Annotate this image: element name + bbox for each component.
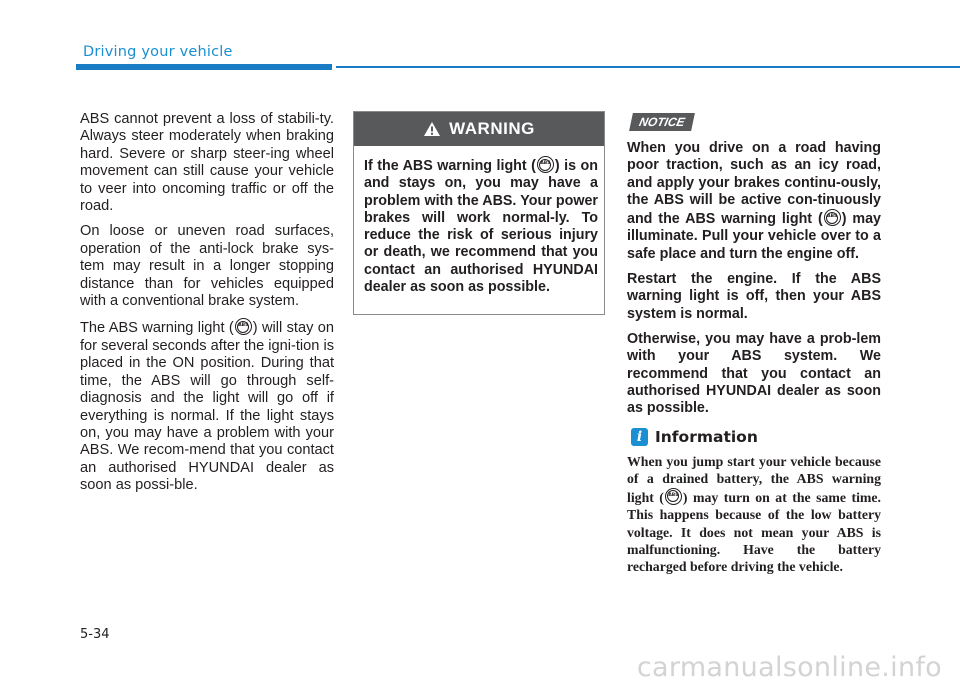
notice-text — [627, 140, 881, 425]
notice-paragraph-icy-road: When you drive on a road having poor traction, such as an icy road, and apply your brakes continu-ously, the ABS will be active con-tinuously and the ABS warning light ( ABS ) may illuminate. Pull your vehicle over to a safe place and turn the engine off. — [627, 140, 881, 262]
warning-triangle-icon — [423, 121, 441, 137]
paragraph-abs-warning-light: The ABS warning light ( ABS ) will stay on for several seconds after the igni-tion is placed in the ON position. During that time, the ABS will go through self-diagnosis and the light will go off if everything is normal. If the light stays on, you may have a problem with your ABS. We recom-mend that you contact an authorised HYUNDAI dealer as soon as possi-ble. — [80, 320, 334, 494]
abs-warning-icon: ABS — [824, 209, 841, 226]
information-text: When you jump start your vehicle because of a drained battery, the ABS warning light ( ABS ) may turn on at the same time. This happens because of the low battery voltage. It does not mean your ABS is malfunctioning. Have the battery recharged before driving the vehicle. — [627, 454, 881, 575]
abs-warning-icon: ABS — [235, 318, 252, 335]
section-title: Driving your vehicle — [83, 44, 233, 60]
information-title: Information — [655, 428, 758, 446]
notice-badge: NOTICE — [629, 113, 695, 131]
abs-warning-icon: ABS — [665, 488, 682, 505]
warning-title: WARNING — [449, 119, 535, 138]
warning-box — [353, 111, 605, 315]
information-header — [631, 427, 758, 447]
notice-paragraph-contact-dealer: Otherwise, you may have a prob-lem with your ABS system. We recommend that you contact an authorised HYUNDAI dealer as soon as possible. — [627, 330, 881, 417]
watermark: carmanualsonline.info — [636, 652, 942, 683]
information-icon: i — [631, 428, 648, 446]
abs-warning-icon: ABS — [537, 156, 554, 173]
header-rule-thin — [336, 66, 960, 68]
header-rule-thick — [76, 64, 332, 70]
warning-text: If the ABS warning light ( ABS ) is on and stays on, you may have a problem with the ABS. Your power brakes will work normal-ly. To reduce the risk of serious injury or death, we recommend that you contact an authorised HYUNDAI dealer as soon as possible. — [364, 158, 598, 296]
left-column — [80, 111, 334, 503]
warning-header — [354, 112, 604, 146]
page-number: 5-34 — [80, 627, 110, 642]
paragraph-abs-stability: ABS cannot prevent a loss of stabili-ty. Always steer moderately when braking hard. Severe or sharp steer-ing wheel movement can still cause your vehicle to veer into oncoming traffic or off the road. — [80, 111, 334, 215]
notice-paragraph-restart: Restart the engine. If the ABS warning light is off, then your ABS system is normal. — [627, 271, 881, 322]
paragraph-loose-surfaces: On loose or uneven road surfaces, operation of the anti-lock brake sys-tem may result in a longer stopping distance than for vehicles equipped with a conventional brake system. — [80, 223, 334, 310]
